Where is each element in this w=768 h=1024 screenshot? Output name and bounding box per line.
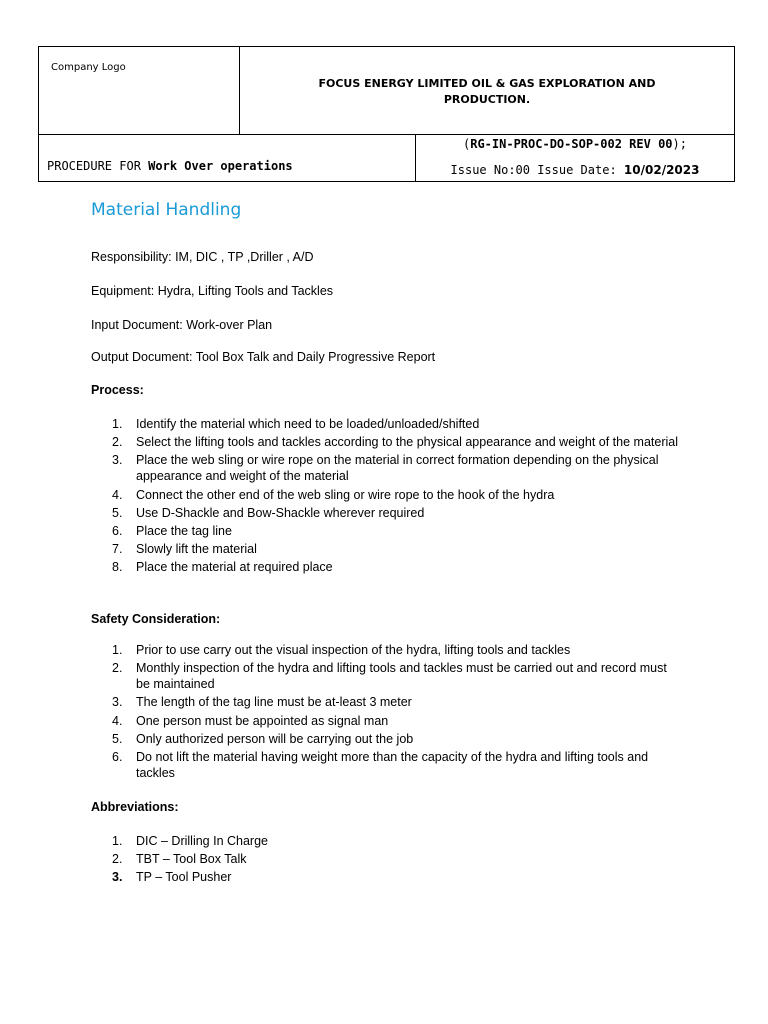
process-step-text: Place the tag line bbox=[136, 523, 232, 538]
safety-heading: Safety Consideration: bbox=[91, 612, 221, 626]
procedure-name: Work Over operations bbox=[148, 159, 293, 173]
safety-item-number: 1. bbox=[112, 643, 123, 657]
process-step bbox=[91, 523, 681, 539]
safety-item-number: 6. bbox=[112, 749, 123, 764]
abbreviation-item-number: 3. bbox=[112, 870, 123, 885]
equipment-line: Equipment: Hydra, Lifting Tools and Tackles bbox=[91, 284, 334, 298]
process-step bbox=[91, 416, 681, 432]
process-step bbox=[91, 505, 681, 521]
safety-item bbox=[91, 749, 681, 781]
process-step-text: Select the lifting tools and tackles according to the physical appearance and weight of the material bbox=[136, 435, 678, 450]
abbreviation-item-number: 1. bbox=[112, 834, 123, 848]
process-step-number: 3. bbox=[112, 453, 123, 468]
procedure-cell bbox=[39, 135, 415, 181]
safety-item-text: Do not lift the material having weight more than the capacity of the hydra and lifting tools and tackles bbox=[136, 749, 649, 780]
procedure-title bbox=[47, 159, 293, 173]
abbreviation-item bbox=[91, 851, 681, 867]
logo-cell bbox=[39, 47, 240, 135]
abbreviation-item-text: DIC – Drilling In Charge bbox=[136, 834, 268, 848]
process-step bbox=[91, 541, 681, 557]
safety-list bbox=[91, 642, 681, 783]
process-step-text: Place the material at required place bbox=[136, 560, 333, 575]
safety-item-number: 2. bbox=[112, 661, 123, 676]
issue-cell bbox=[415, 135, 734, 181]
responsibility-line: Responsibility: IM, DIC , TP ,Driller , A/D bbox=[91, 250, 314, 264]
issue-date: 10/02/2023 bbox=[623, 163, 700, 177]
abbreviation-item-text: TP – Tool Pusher bbox=[136, 870, 232, 885]
safety-item bbox=[91, 713, 681, 729]
safety-item bbox=[91, 694, 681, 710]
process-step bbox=[91, 559, 681, 575]
company-logo-placeholder: Company Logo bbox=[51, 62, 126, 73]
safety-item-text: Monthly inspection of the hydra and lifting tools and tackles must be carried out and record must be maintained bbox=[136, 661, 667, 692]
process-step-text: Place the web sling or wire rope on the material in correct formation depending on the physical appearance and weight of the material bbox=[136, 453, 659, 484]
safety-item-number: 3. bbox=[112, 695, 123, 710]
process-step-text: Use D-Shackle and Bow-Shackle wherever required bbox=[136, 505, 425, 520]
issue-line bbox=[416, 163, 734, 177]
reference-code-line bbox=[416, 137, 734, 151]
issue-label: Issue No:00 Issue Date: bbox=[450, 163, 624, 177]
process-list bbox=[91, 416, 681, 578]
process-step-number: 7. bbox=[112, 542, 123, 557]
process-step bbox=[91, 487, 681, 503]
process-step-number: 1. bbox=[112, 417, 123, 431]
safety-item bbox=[91, 642, 681, 658]
company-name: FOCUS ENERGY LIMITED OIL & GAS EXPLORATION AND PRODUCTION. bbox=[318, 76, 656, 106]
process-step-number: 5. bbox=[112, 505, 123, 520]
process-step-number: 8. bbox=[112, 560, 123, 575]
input-document-line: Input Document: Work-over Plan bbox=[91, 318, 273, 332]
safety-item-text: Prior to use carry out the visual inspection of the hydra, lifting tools and tackles bbox=[136, 643, 571, 657]
output-document-line: Output Document: Tool Box Talk and Daily Progressive Report bbox=[91, 350, 436, 364]
reference-open: ( bbox=[463, 137, 471, 151]
process-step-number: 6. bbox=[112, 523, 123, 538]
safety-item-number: 4. bbox=[112, 713, 123, 728]
document-header-table bbox=[38, 46, 735, 182]
reference-close: ); bbox=[672, 137, 687, 151]
safety-item-number: 5. bbox=[112, 731, 123, 746]
process-step bbox=[91, 452, 681, 484]
company-name-cell bbox=[240, 47, 734, 135]
safety-item bbox=[91, 731, 681, 747]
abbreviations-list bbox=[91, 833, 681, 888]
reference-code: RG-IN-PROC-DO-SOP-002 REV 00 bbox=[470, 137, 673, 151]
abbreviation-item bbox=[91, 869, 681, 885]
abbreviation-item-text: TBT – Tool Box Talk bbox=[136, 852, 247, 867]
process-step-text: Identify the material which need to be loaded/unloaded/shifted bbox=[136, 417, 480, 431]
safety-item-text: One person must be appointed as signal man bbox=[136, 713, 389, 728]
safety-item-text: Only authorized person will be carrying out the job bbox=[136, 731, 414, 746]
abbreviation-item bbox=[91, 833, 681, 849]
section-title: Material Handling bbox=[91, 200, 242, 220]
abbreviation-item-number: 2. bbox=[112, 852, 123, 867]
process-step-number: 4. bbox=[112, 487, 123, 502]
safety-item bbox=[91, 660, 681, 692]
safety-item-text: The length of the tag line must be at-least 3 meter bbox=[136, 695, 412, 710]
abbreviations-heading: Abbreviations: bbox=[91, 800, 179, 814]
process-step-number: 2. bbox=[112, 435, 123, 450]
procedure-prefix: PROCEDURE FOR bbox=[47, 159, 149, 173]
process-heading: Process: bbox=[91, 383, 144, 397]
process-step-text: Slowly lift the material bbox=[136, 542, 257, 557]
process-step bbox=[91, 434, 681, 450]
process-step-text: Connect the other end of the web sling or wire rope to the hook of the hydra bbox=[136, 487, 555, 502]
